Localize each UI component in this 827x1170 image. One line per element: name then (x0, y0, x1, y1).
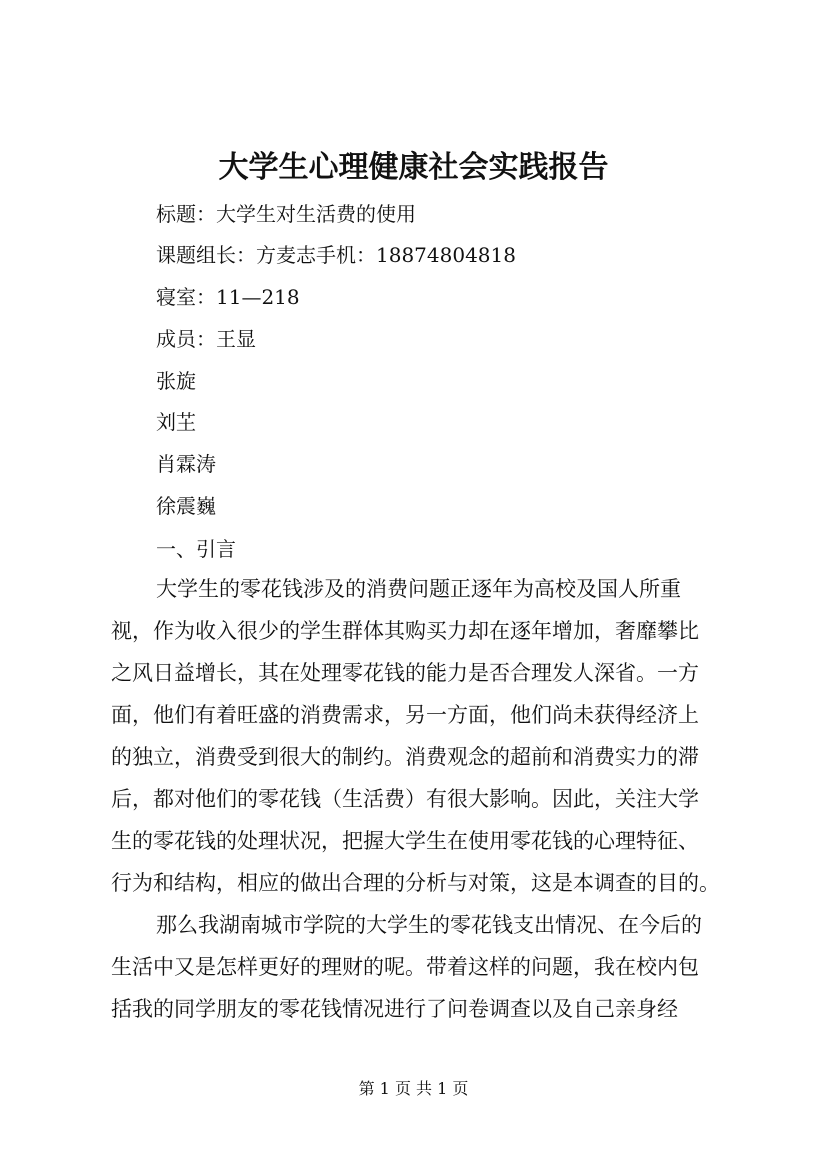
meta-member-name: 张旋 (156, 369, 196, 393)
paragraph-1-line: 行为和结构，相应的做出合理的分析与对策，这是本调查的目的。 (111, 871, 720, 895)
section-heading-introduction: 一、引言 (156, 537, 236, 561)
meta-topic: 标题：大学生对生活费的使用 (156, 202, 416, 226)
paragraph-2-line: 那么我湖南城市学院的大学生的零花钱支出情况、在今后的 (156, 913, 702, 937)
paragraph-1-line: 的独立，消费受到很大的制约。消费观念的超前和消费实力的滞 (111, 745, 699, 769)
meta-member-name: 徐震巍 (156, 494, 216, 518)
paragraph-2-line: 生活中又是怎样更好的理财的呢。带着这样的问题，我在校内包 (111, 955, 699, 979)
meta-member-name: 刘芏 (156, 410, 196, 434)
meta-group-leader: 课题组长：方麦志手机：18874804818 (156, 243, 516, 267)
meta-member-name: 肖霖涛 (156, 452, 216, 476)
paragraph-1-line: 视，作为收入很少的学生群体其购买力却在逐年增加，奢靡攀比 (111, 619, 699, 643)
paragraph-1-line: 大学生的零花钱涉及的消费问题正逐年为高校及国人所重 (156, 577, 681, 601)
paragraph-1-line: 后，都对他们的零花钱（生活费）有很大影响。因此，关注大学 (111, 787, 699, 811)
document-title: 大学生心理健康社会实践报告 (218, 150, 609, 185)
paragraph-1-line: 生的零花钱的处理状况，把握大学生在使用零花钱的心理特征、 (111, 829, 699, 853)
paragraph-2-line: 括我的同学朋友的零花钱情况进行了问卷调查以及自己亲身经 (111, 997, 678, 1021)
paragraph-1-line: 面，他们有着旺盛的消费需求，另一方面，他们尚未获得经济上 (111, 703, 699, 727)
meta-dorm: 寝室：11—218 (156, 285, 300, 309)
meta-members: 成员：王显 (156, 327, 256, 351)
page-footer: 第 1 页 共 1 页 (358, 1079, 469, 1098)
paragraph-1-line: 之风日益增长，其在处理零花钱的能力是否合理发人深省。一方 (111, 661, 699, 685)
